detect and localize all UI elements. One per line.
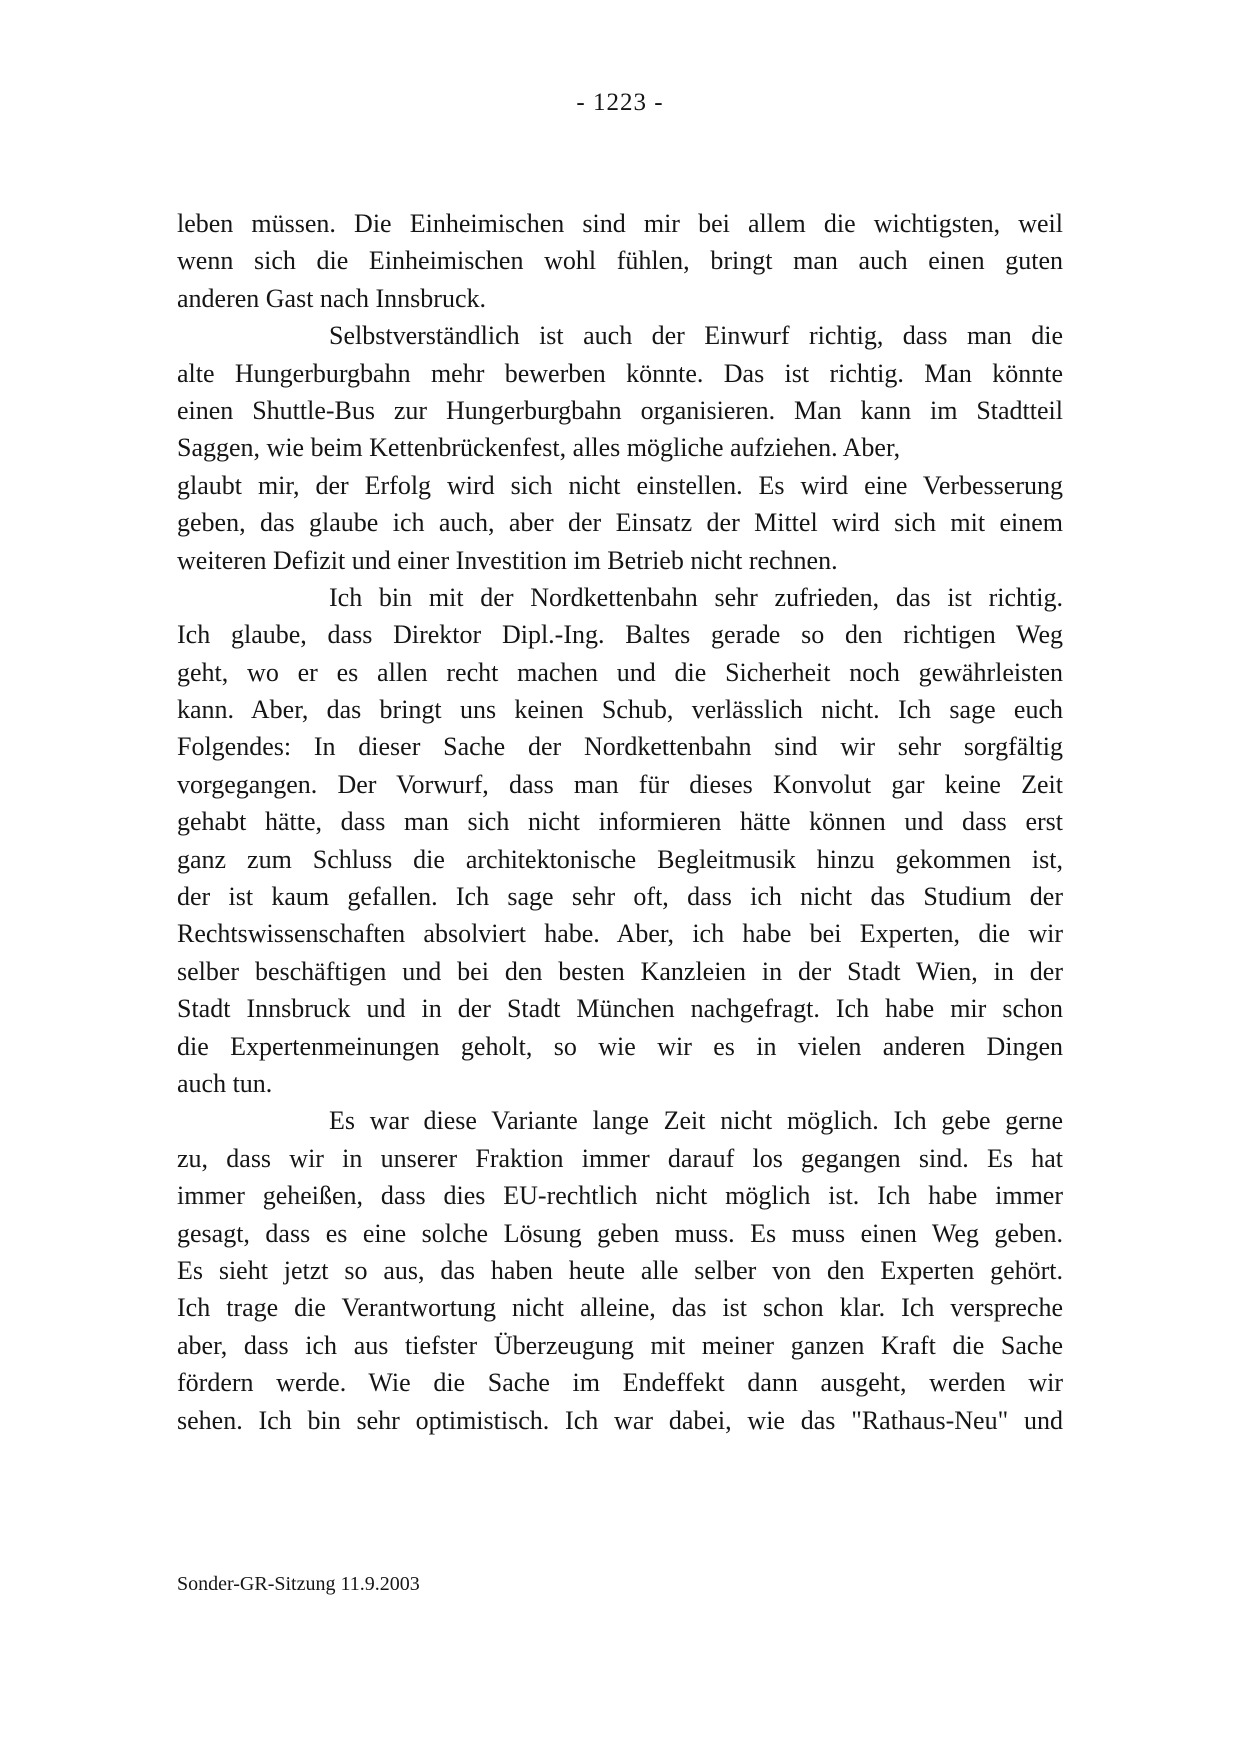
text-line: leben müssen. Die Einheimischen sind mir bei allem die wichtigsten, weil: [177, 209, 1063, 238]
text-line: geht, wo er es allen recht machen und die Sicherheit noch gewährleisten: [177, 657, 1063, 687]
text-line: selber beschäftigen und bei den besten Kanzleien in der Stadt Wien, in der: [177, 956, 1063, 986]
paragraph: [177, 205, 1063, 317]
paragraph: [177, 579, 1063, 1102]
text-line: gehabt hätte, dass man sich nicht informieren hätte können und dass erst: [177, 807, 1063, 837]
text-line: weiteren Defizit und einer Investition im Betrieb nicht rechnen.: [177, 545, 838, 575]
text-line: einen Shuttle-Bus zur Hungerburgbahn organisieren. Man kann im Stadtteil: [177, 395, 1063, 425]
text-line: zu, dass wir in unserer Fraktion immer darauf los gegangen sind. Es hat: [177, 1143, 1063, 1173]
text-line: immer geheißen, dass dies EU-rechtlich nicht möglich ist. Ich habe immer: [177, 1181, 1063, 1211]
text-line: glaubt mir, der Erfolg wird sich nicht einstellen. Es wird eine Verbesserung: [177, 470, 1063, 500]
paragraph: [177, 1102, 1063, 1439]
text-line: kann. Aber, das bringt uns keinen Schub, verlässlich nicht. Ich sage euch: [177, 695, 1063, 725]
text-line: die Expertenmeinungen geholt, so wie wir es in vielen anderen Dingen: [177, 1031, 1063, 1061]
page-number: - 1223 -: [576, 89, 664, 116]
text-line: sehen. Ich bin sehr optimistisch. Ich war dabei, wie das "Rathaus-Neu" und: [177, 1405, 1063, 1435]
document-body: [177, 205, 1063, 1439]
text-line: Folgendes: In dieser Sache der Nordkettenbahn sind wir sehr sorgfältig: [177, 732, 1063, 762]
paragraph: [177, 317, 1063, 579]
page-footer: Sonder-GR-Sitzung 11.9.2003: [177, 1573, 420, 1595]
text-line: aber, dass ich aus tiefster Überzeugung mit meiner ganzen Kraft die Sache: [177, 1330, 1063, 1360]
text-line: vorgegangen. Der Vorwurf, dass man für dieses Konvolut gar keine Zeit: [177, 769, 1063, 799]
text-line: der ist kaum gefallen. Ich sage sehr oft, dass ich nicht das Studium der: [177, 882, 1063, 912]
text-line: Ich trage die Verantwortung nicht alleine, das ist schon klar. Ich verspreche: [177, 1293, 1063, 1323]
text-line: Saggen, wie beim Kettenbrückenfest, alles mögliche aufziehen. Aber,: [177, 433, 901, 463]
text-line: anderen Gast nach Innsbruck.: [177, 283, 486, 313]
text-line: wenn sich die Einheimischen wohl fühlen, bringt man auch einen guten: [177, 246, 1063, 276]
text-line: Selbstverständlich ist auch der Einwurf richtig, dass man die: [329, 321, 1063, 351]
text-line: Ich bin mit der Nordkettenbahn sehr zufrieden, das ist richtig.: [329, 582, 1063, 612]
text-line: auch tun.: [177, 1068, 273, 1098]
text-line: alte Hungerburgbahn mehr bewerben könnte. Das ist richtig. Man könnte: [177, 358, 1063, 388]
text-line: fördern werde. Wie die Sache im Endeffekt dann ausgeht, werden wir: [177, 1368, 1063, 1398]
text-line: ganz zum Schluss die architektonische Begleitmusik hinzu gekommen ist,: [177, 844, 1063, 874]
text-line: Rechtswissenschaften absolviert habe. Aber, ich habe bei Experten, die wir: [177, 919, 1063, 949]
text-line: Stadt Innsbruck und in der Stadt München nachgefragt. Ich habe mir schon: [177, 994, 1063, 1024]
text-line: Es sieht jetzt so aus, das haben heute alle selber von den Experten gehört.: [177, 1255, 1063, 1285]
text-line: Ich glaube, dass Direktor Dipl.-Ing. Baltes gerade so den richtigen Weg: [177, 620, 1063, 650]
text-line: Es war diese Variante lange Zeit nicht möglich. Ich gebe gerne: [329, 1106, 1063, 1136]
text-line: geben, das glaube ich auch, aber der Einsatz der Mittel wird sich mit einem: [177, 508, 1063, 538]
text-line: gesagt, dass es eine solche Lösung geben muss. Es muss einen Weg geben.: [177, 1218, 1063, 1248]
